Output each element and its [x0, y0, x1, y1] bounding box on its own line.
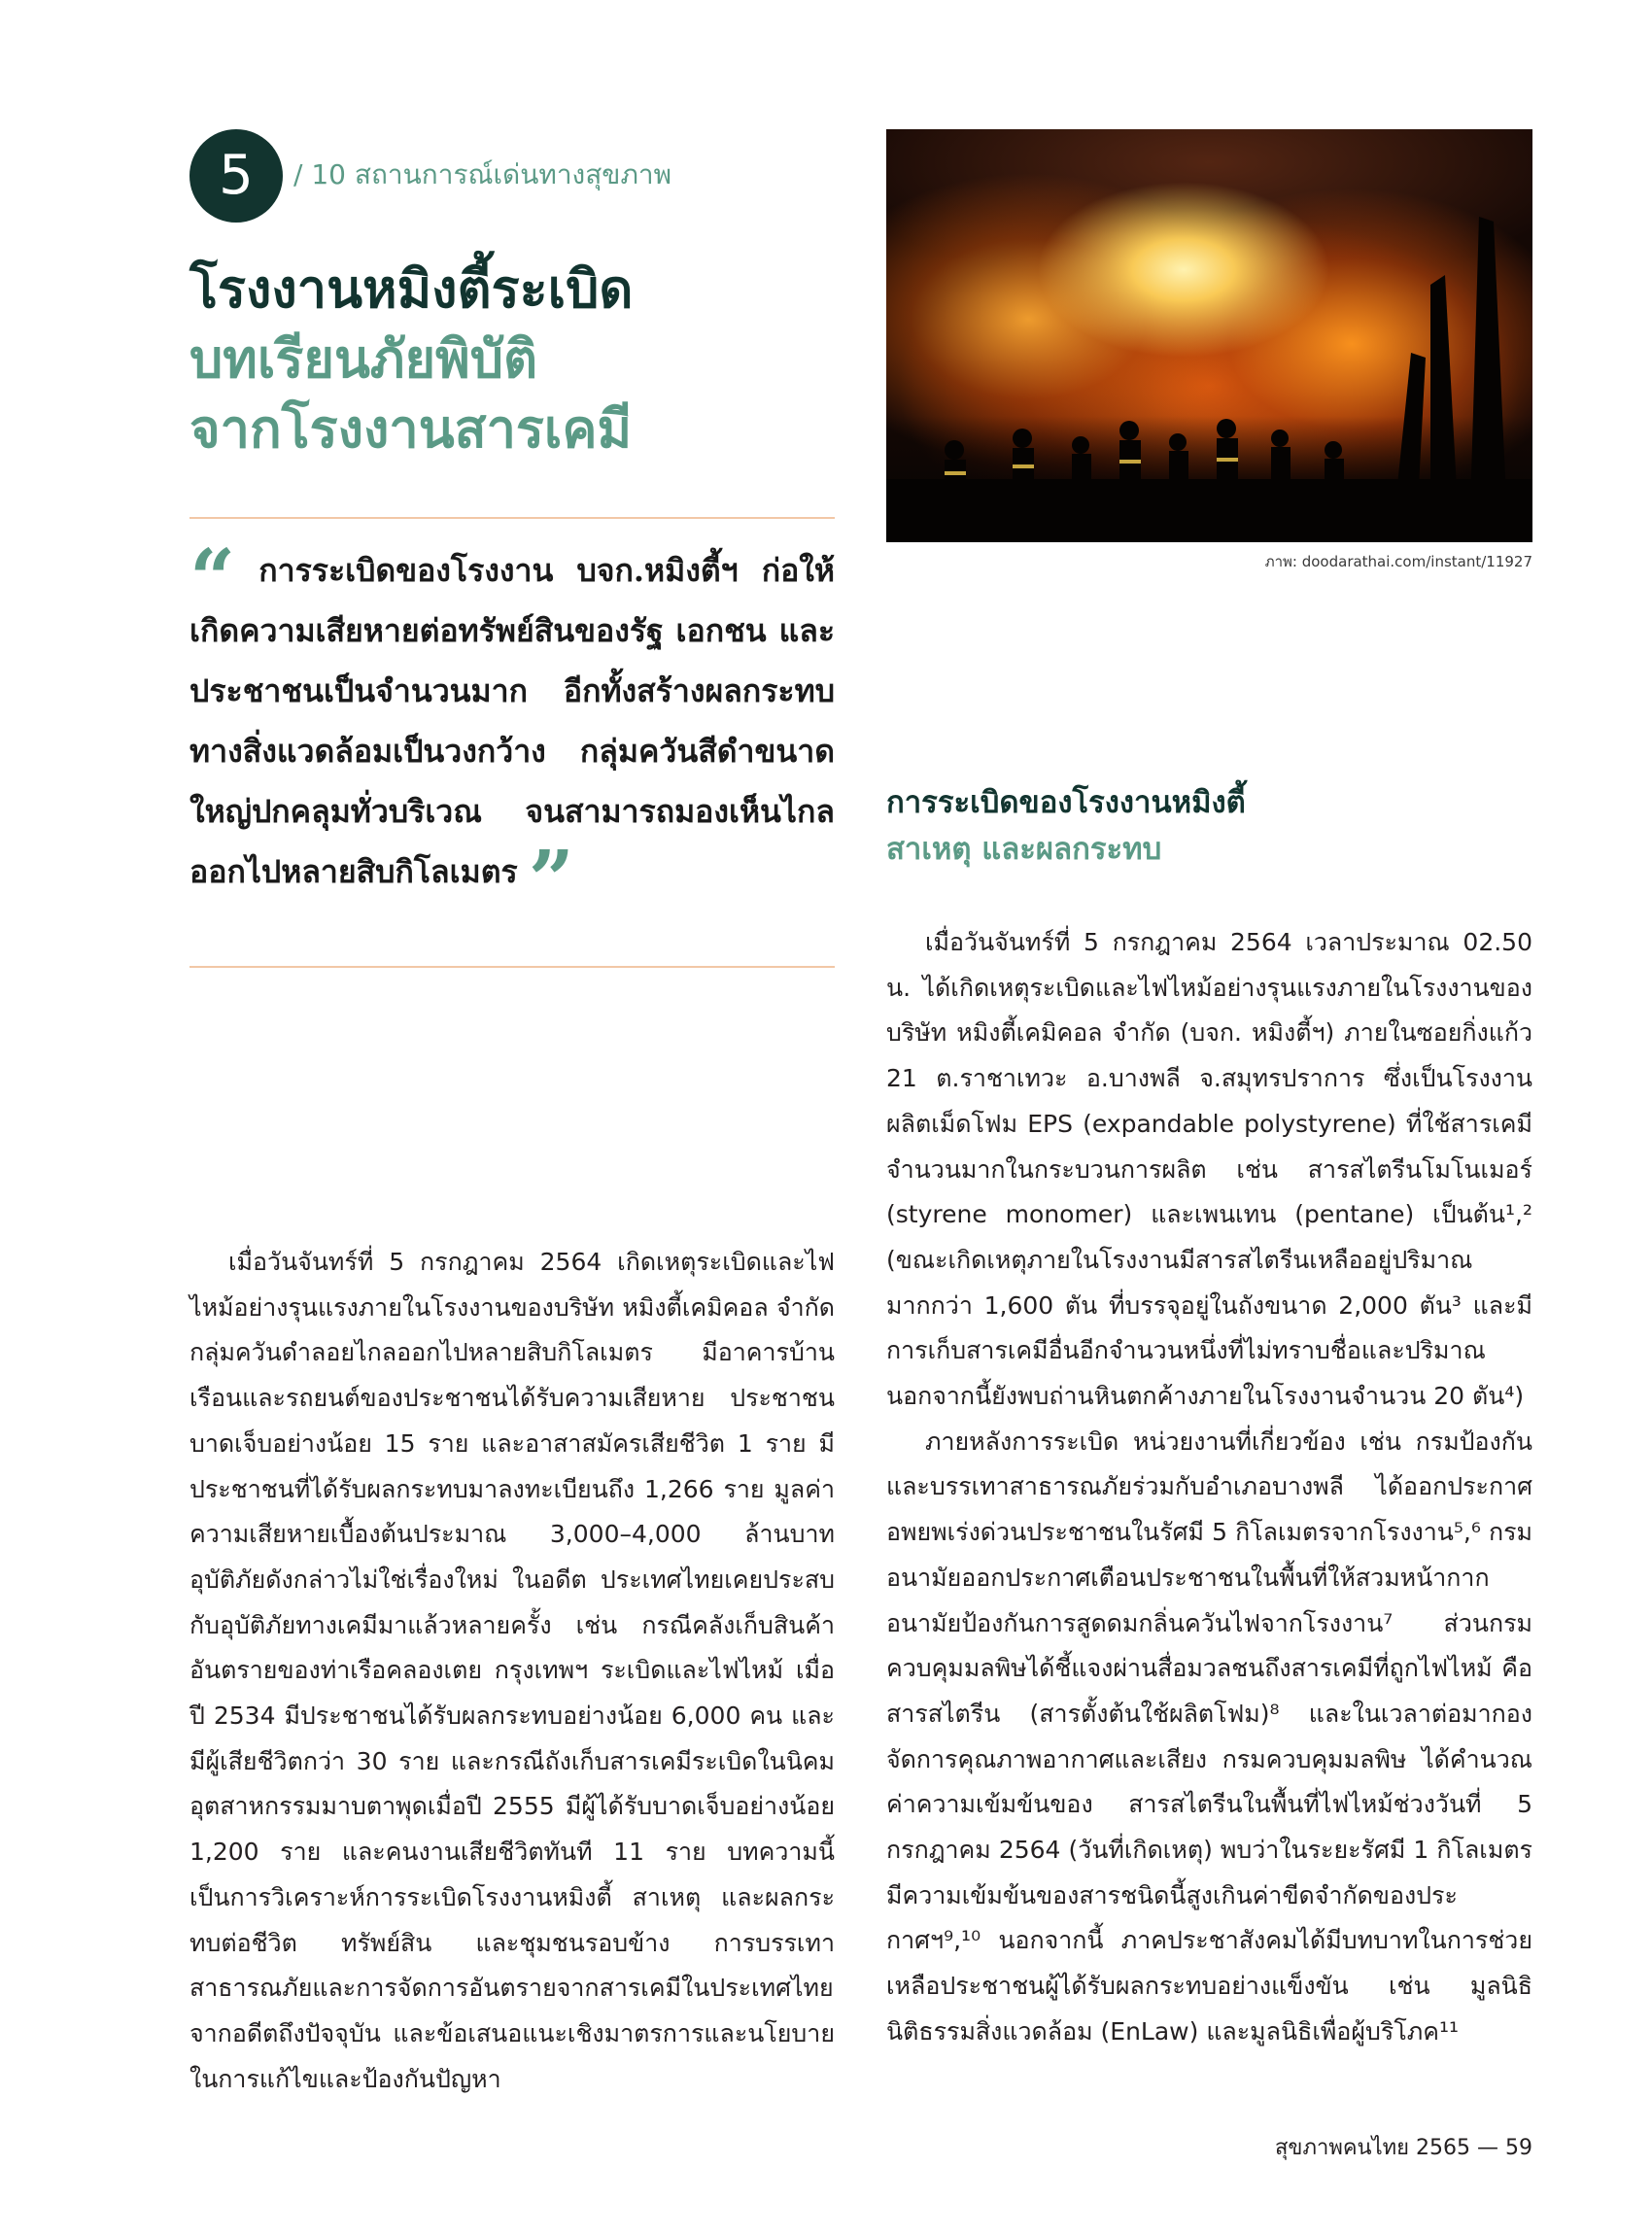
title-line-3: จากโรงงานสารเคมี	[189, 398, 633, 460]
photo-caption: ภาพ: doodarathai.com/instant/11927	[1264, 553, 1532, 570]
pull-quote	[189, 517, 835, 968]
close-quote-icon: ”	[528, 834, 574, 927]
body-paragraph-2: ภายหลังการระเบิด หน่วยงานที่เกี่ยวข้อง เช่น กรมป้องกันและบรรเทาสาธารณภัยร่วมกับอำเภอบางพลี ได้ออกประกาศอพยพเร่งด่วนประชาชนในรัศมี 5 กิโลเมตรจากโรงงาน⁵,⁶ กรมอนามัยออกประกาศเตือนประชาชนในพื้นที่ให้สวมหน้ากากอนามัยป้องกันการสูดดมกลิ่นควันไฟจากโรงงาน⁷ ส่วนกรมควบคุมมลพิษได้ชี้แจงผ่านสื่อมวลชนถึงสารเคมีที่ถูกไฟไหม้ คือ สารสไตรีน (สารตั้งต้นใช้ผลิตโฟม)⁸ และในเวลาต่อมากองจัดการคุณภาพอากาศและเสียง กรมควบคุมมลพิษ ได้คำนวณค่าความเข้มข้นของ สารสไตรีนในพื้นที่ไฟไหม้ช่วงวันที่ 5 กรกฎาคม 2564 (วันที่เกิดเหตุ) พบว่าในระยะรัศมี 1 กิโลเมตรมีความเข้มข้นของสารชนิดนี้สูงเกินค่าขีดจำกัดของประกาศฯ⁹,¹⁰ นอกจากนี้ ภาคประชาสังคมได้มีบทบาทในการช่วยเหลือประชาชนผู้ได้รับผลกระทบอย่างแข็งขัน เช่น มูลนิธินิติธรรมสิ่งแวดล้อม (EnLaw) และมูลนิธิเพื่อผู้บริโภค¹¹	[886, 1427, 1532, 2046]
section-number-badge: 5	[189, 129, 283, 223]
section-heading-line-1: การระเบิดของโรงงานหมิงตี้	[886, 785, 1246, 820]
body-column	[886, 920, 1532, 2055]
page-footer: สุขภาพคนไทย 2565 — 59	[1275, 2136, 1532, 2160]
pull-quote-text: การระเบิดของโรงงาน บจก.หมิงตี้ฯ ก่อให้เกิดความเสียหายต่อทรัพย์สินของรัฐ เอกชน และประชาชนเป็นจำนวนมาก อีกทั้งสร้างผลกระทบทางสิ่งแวดล้อมเป็นวงกว้าง กลุ่มควันสีดำขนาดใหญ่ปกคลุมทั่วบริเวณ จนสามารถมองเห็นไกลออกไปหลายสิบกิโลเมตร	[189, 552, 836, 890]
article-title	[189, 255, 850, 464]
intro-column	[189, 1240, 835, 2102]
section-kicker: / 10 สถานการณ์เด่นทางสุขภาพ	[293, 158, 672, 190]
body-paragraph-1: เมื่อวันจันทร์ที่ 5 กรกฎาคม 2564 เวลาประมาณ 02.50 น. ได้เกิดเหตุระเบิดและไฟไหม้อย่างรุนแรงภายในโรงงานของบริษัท หมิงตี้เคมิคอล จำกัด (บจก. หมิงตี้ฯ) ภายในซอยกิ่งแก้ว 21 ต.ราชาเทวะ อ.บางพลี จ.สมุทรปราการ ซึ่งเป็นโรงงานผลิตเม็ดโฟม EPS (expandable polystyrene) ที่ใช้สารเคมีจำนวนมากในกระบวนการผลิต เช่น สารสไตรีนโมโนเมอร์ (styrene monomer) และเพนเทน (pentane) เป็นต้น¹,² (ขณะเกิดเหตุภายในโรงงานมีสารสไตรีนเหลืออยู่ปริมาณมากกว่า 1,600 ตัน ที่บรรจุอยู่ในถังขนาด 2,000 ตัน³ และมีการเก็บสารเคมีอื่นอีกจำนวนหนึ่งที่ไม่ทราบชื่อและปริมาณ นอกจากนี้ยังพบถ่านหินตกค้างภายในโรงงานจำนวน 20 ตัน⁴)	[886, 928, 1532, 1411]
title-line-1: โรงงานหมิงตี้ระเบิด	[189, 258, 634, 320]
intro-paragraph: เมื่อวันจันทร์ที่ 5 กรกฎาคม 2564 เกิดเหตุระเบิดและไฟไหม้อย่างรุนแรงภายในโรงงานของบริษัท หมิงตี้เคมิคอล จำกัด กลุ่มควันดำลอยไกลออกไปหลายสิบกิโลเมตร มีอาคารบ้านเรือนและรถยนต์ของประชาชนได้รับความเสียหาย ประชาชนบาดเจ็บอย่างน้อย 15 ราย และอาสาสมัครเสียชีวิต 1 ราย มีประชาชนที่ได้รับผลกระทบมาลงทะเบียนถึง 1,266 ราย มูลค่าความเสียหายเบื้องต้นประมาณ 3,000–4,000 ล้านบาท อุบัติภัยดังกล่าวไม่ใช่เรื่องใหม่ ในอดีต ประเทศไทยเคยประสบกับอุบัติภัยทางเคมีมาแล้วหลายครั้ง เช่น กรณีคลังเก็บสินค้าอันตรายของท่าเรือคลองเตย กรุงเทพฯ ระเบิดและไฟไหม้ เมื่อปี 2534 มีประชาชนได้รับผลกระทบอย่างน้อย 6,000 คน และมีผู้เสียชีวิตกว่า 30 ราย และกรณีถังเก็บสารเคมีระเบิดในนิคมอุตสาหกรรมมาบตาพุดเมื่อปี 2555 มีผู้ได้รับบาดเจ็บอย่างน้อย 1,200 ราย และคนงานเสียชีวิตทันที 11 ราย บทความนี้เป็นการวิเคราะห์การระเบิดโรงงานหมิงตี้ สาเหตุ และผลกระทบต่อชีวิต ทรัพย์สิน และชุมชนรอบข้าง การบรรเทาสาธารณภัยและการจัดการอันตรายจากสารเคมีในประเทศไทยจากอดีตถึงปัจจุบัน และข้อเสนอแนะเชิงมาตรการและนโยบายในการแก้ไขและป้องกันปัญหา	[189, 1248, 835, 2093]
pull-quote-body	[189, 533, 836, 927]
fire-photo	[886, 129, 1532, 542]
open-quote-icon: “	[189, 533, 236, 626]
title-line-2: บทเรียนภัยพิบัติ	[189, 328, 538, 390]
section-heading	[886, 779, 1246, 873]
photo-detail-graphic	[886, 129, 1532, 542]
section-heading-line-2: สาเหตุ และผลกระทบ	[886, 832, 1162, 867]
